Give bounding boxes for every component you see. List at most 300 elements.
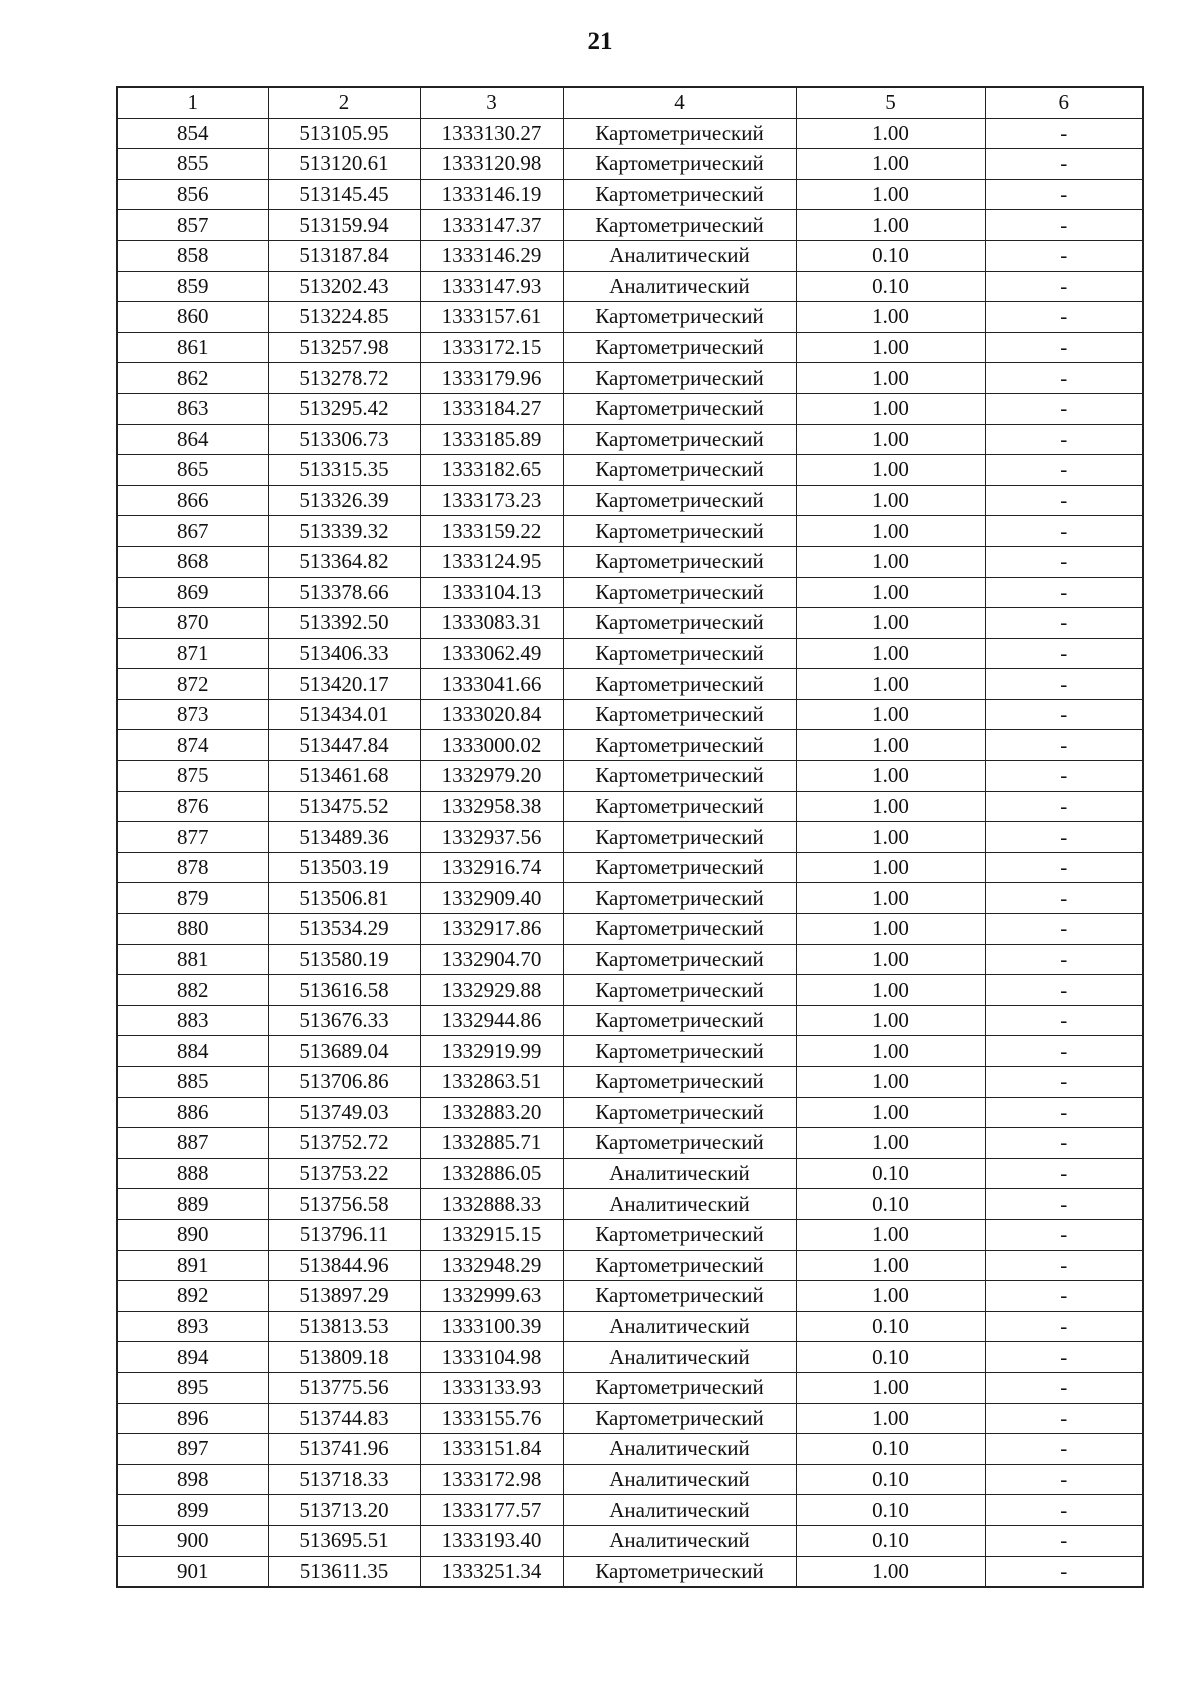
- method-cell: Картометрический: [563, 944, 796, 975]
- point-number-cell: 865: [117, 455, 268, 486]
- table-row: [117, 302, 1143, 333]
- point-number-cell: 882: [117, 975, 268, 1006]
- table-row: [117, 1372, 1143, 1403]
- accuracy-cell: 0.10: [796, 271, 985, 302]
- method-cell: Картометрический: [563, 302, 796, 333]
- method-cell: Картометрический: [563, 1128, 796, 1159]
- note-cell: -: [985, 332, 1143, 363]
- method-cell: Аналитический: [563, 1464, 796, 1495]
- y-coordinate-cell: 1333172.98: [420, 1464, 563, 1495]
- x-coordinate-cell: 513489.36: [268, 822, 420, 853]
- x-coordinate-cell: 513534.29: [268, 914, 420, 945]
- note-cell: -: [985, 699, 1143, 730]
- table-row: [117, 975, 1143, 1006]
- x-coordinate-cell: 513744.83: [268, 1403, 420, 1434]
- accuracy-cell: 1.00: [796, 761, 985, 792]
- table-body: [117, 118, 1143, 1587]
- x-coordinate-cell: 513257.98: [268, 332, 420, 363]
- accuracy-cell: 1.00: [796, 1128, 985, 1159]
- accuracy-cell: 1.00: [796, 791, 985, 822]
- note-cell: -: [985, 1403, 1143, 1434]
- point-number-cell: 863: [117, 393, 268, 424]
- point-number-cell: 869: [117, 577, 268, 608]
- accuracy-cell: 1.00: [796, 485, 985, 516]
- method-cell: Картометрический: [563, 118, 796, 149]
- point-number-cell: 884: [117, 1036, 268, 1067]
- x-coordinate-cell: 513897.29: [268, 1281, 420, 1312]
- note-cell: -: [985, 1495, 1143, 1526]
- x-coordinate-cell: 513447.84: [268, 730, 420, 761]
- y-coordinate-cell: 1332958.38: [420, 791, 563, 822]
- table-row: [117, 118, 1143, 149]
- accuracy-cell: 1.00: [796, 638, 985, 669]
- table-row: [117, 1250, 1143, 1281]
- y-coordinate-cell: 1333130.27: [420, 118, 563, 149]
- x-coordinate-cell: 513796.11: [268, 1219, 420, 1250]
- y-coordinate-cell: 1332883.20: [420, 1097, 563, 1128]
- point-number-cell: 901: [117, 1556, 268, 1587]
- accuracy-cell: 1.00: [796, 1036, 985, 1067]
- y-coordinate-cell: 1333159.22: [420, 516, 563, 547]
- note-cell: -: [985, 424, 1143, 455]
- note-cell: -: [985, 1158, 1143, 1189]
- table-row: [117, 516, 1143, 547]
- accuracy-cell: 1.00: [796, 914, 985, 945]
- header-row: [117, 87, 1143, 118]
- x-coordinate-cell: 513506.81: [268, 883, 420, 914]
- y-coordinate-cell: 1333157.61: [420, 302, 563, 333]
- accuracy-cell: 1.00: [796, 1281, 985, 1312]
- note-cell: -: [985, 1311, 1143, 1342]
- y-coordinate-cell: 1332904.70: [420, 944, 563, 975]
- point-number-cell: 890: [117, 1219, 268, 1250]
- method-cell: Аналитический: [563, 1342, 796, 1373]
- table-row: [117, 638, 1143, 669]
- table-row: [117, 944, 1143, 975]
- accuracy-cell: 1.00: [796, 1219, 985, 1250]
- column-header: 3: [420, 87, 563, 118]
- x-coordinate-cell: 513326.39: [268, 485, 420, 516]
- method-cell: Картометрический: [563, 883, 796, 914]
- accuracy-cell: 0.10: [796, 1464, 985, 1495]
- method-cell: Картометрический: [563, 546, 796, 577]
- accuracy-cell: 1.00: [796, 975, 985, 1006]
- method-cell: Аналитический: [563, 1311, 796, 1342]
- note-cell: -: [985, 149, 1143, 180]
- note-cell: -: [985, 271, 1143, 302]
- accuracy-cell: 1.00: [796, 179, 985, 210]
- x-coordinate-cell: 513695.51: [268, 1525, 420, 1556]
- accuracy-cell: 0.10: [796, 1311, 985, 1342]
- note-cell: -: [985, 118, 1143, 149]
- x-coordinate-cell: 513306.73: [268, 424, 420, 455]
- method-cell: Картометрический: [563, 516, 796, 547]
- point-number-cell: 898: [117, 1464, 268, 1495]
- y-coordinate-cell: 1332909.40: [420, 883, 563, 914]
- note-cell: -: [985, 975, 1143, 1006]
- point-number-cell: 872: [117, 669, 268, 700]
- point-number-cell: 879: [117, 883, 268, 914]
- table-row: [117, 608, 1143, 639]
- note-cell: -: [985, 240, 1143, 271]
- table-row: [117, 883, 1143, 914]
- y-coordinate-cell: 1332888.33: [420, 1189, 563, 1220]
- y-coordinate-cell: 1332885.71: [420, 1128, 563, 1159]
- table-row: [117, 240, 1143, 271]
- column-header: 2: [268, 87, 420, 118]
- y-coordinate-cell: 1333104.13: [420, 577, 563, 608]
- method-cell: Картометрический: [563, 1556, 796, 1587]
- note-cell: -: [985, 944, 1143, 975]
- y-coordinate-cell: 1333083.31: [420, 608, 563, 639]
- y-coordinate-cell: 1333000.02: [420, 730, 563, 761]
- y-coordinate-cell: 1332863.51: [420, 1067, 563, 1098]
- accuracy-cell: 1.00: [796, 730, 985, 761]
- point-number-cell: 873: [117, 699, 268, 730]
- note-cell: -: [985, 1434, 1143, 1465]
- y-coordinate-cell: 1333020.84: [420, 699, 563, 730]
- y-coordinate-cell: 1333172.15: [420, 332, 563, 363]
- point-number-cell: 887: [117, 1128, 268, 1159]
- y-coordinate-cell: 1333251.34: [420, 1556, 563, 1587]
- note-cell: -: [985, 852, 1143, 883]
- method-cell: Картометрический: [563, 1219, 796, 1250]
- point-number-cell: 856: [117, 179, 268, 210]
- note-cell: -: [985, 577, 1143, 608]
- table-row: [117, 1403, 1143, 1434]
- method-cell: Аналитический: [563, 1525, 796, 1556]
- table-row: [117, 761, 1143, 792]
- point-number-cell: 894: [117, 1342, 268, 1373]
- y-coordinate-cell: 1333193.40: [420, 1525, 563, 1556]
- x-coordinate-cell: 513315.35: [268, 455, 420, 486]
- accuracy-cell: 1.00: [796, 1250, 985, 1281]
- accuracy-cell: 1.00: [796, 393, 985, 424]
- x-coordinate-cell: 513295.42: [268, 393, 420, 424]
- method-cell: Аналитический: [563, 1495, 796, 1526]
- point-number-cell: 854: [117, 118, 268, 149]
- x-coordinate-cell: 513339.32: [268, 516, 420, 547]
- accuracy-cell: 1.00: [796, 363, 985, 394]
- accuracy-cell: 1.00: [796, 1372, 985, 1403]
- point-number-cell: 876: [117, 791, 268, 822]
- point-number-cell: 880: [117, 914, 268, 945]
- x-coordinate-cell: 513844.96: [268, 1250, 420, 1281]
- point-number-cell: 875: [117, 761, 268, 792]
- x-coordinate-cell: 513756.58: [268, 1189, 420, 1220]
- accuracy-cell: 1.00: [796, 608, 985, 639]
- method-cell: Картометрический: [563, 1250, 796, 1281]
- accuracy-cell: 1.00: [796, 1067, 985, 1098]
- point-number-cell: 899: [117, 1495, 268, 1526]
- x-coordinate-cell: 513713.20: [268, 1495, 420, 1526]
- point-number-cell: 895: [117, 1372, 268, 1403]
- y-coordinate-cell: 1333155.76: [420, 1403, 563, 1434]
- accuracy-cell: 1.00: [796, 577, 985, 608]
- column-header: 6: [985, 87, 1143, 118]
- x-coordinate-cell: 513580.19: [268, 944, 420, 975]
- note-cell: -: [985, 455, 1143, 486]
- x-coordinate-cell: 513145.45: [268, 179, 420, 210]
- accuracy-cell: 0.10: [796, 1189, 985, 1220]
- x-coordinate-cell: 513753.22: [268, 1158, 420, 1189]
- x-coordinate-cell: 513434.01: [268, 699, 420, 730]
- note-cell: -: [985, 1067, 1143, 1098]
- note-cell: -: [985, 914, 1143, 945]
- x-coordinate-cell: 513406.33: [268, 638, 420, 669]
- column-header: 5: [796, 87, 985, 118]
- table-row: [117, 1097, 1143, 1128]
- accuracy-cell: 0.10: [796, 1158, 985, 1189]
- x-coordinate-cell: 513364.82: [268, 546, 420, 577]
- note-cell: -: [985, 1189, 1143, 1220]
- point-number-cell: 874: [117, 730, 268, 761]
- x-coordinate-cell: 513611.35: [268, 1556, 420, 1587]
- note-cell: -: [985, 485, 1143, 516]
- accuracy-cell: 1.00: [796, 149, 985, 180]
- method-cell: Картометрический: [563, 424, 796, 455]
- y-coordinate-cell: 1333177.57: [420, 1495, 563, 1526]
- note-cell: -: [985, 1219, 1143, 1250]
- table-row: [117, 1311, 1143, 1342]
- point-number-cell: 885: [117, 1067, 268, 1098]
- column-header: 4: [563, 87, 796, 118]
- y-coordinate-cell: 1333185.89: [420, 424, 563, 455]
- accuracy-cell: 0.10: [796, 1342, 985, 1373]
- x-coordinate-cell: 513718.33: [268, 1464, 420, 1495]
- accuracy-cell: 1.00: [796, 1097, 985, 1128]
- method-cell: Картометрический: [563, 577, 796, 608]
- point-number-cell: 878: [117, 852, 268, 883]
- table-row: [117, 1128, 1143, 1159]
- method-cell: Картометрический: [563, 485, 796, 516]
- accuracy-cell: 0.10: [796, 240, 985, 271]
- point-number-cell: 867: [117, 516, 268, 547]
- point-number-cell: 877: [117, 822, 268, 853]
- point-number-cell: 883: [117, 1005, 268, 1036]
- note-cell: -: [985, 761, 1143, 792]
- method-cell: Картометрический: [563, 730, 796, 761]
- point-number-cell: 881: [117, 944, 268, 975]
- point-number-cell: 871: [117, 638, 268, 669]
- method-cell: Картометрический: [563, 1403, 796, 1434]
- x-coordinate-cell: 513809.18: [268, 1342, 420, 1373]
- y-coordinate-cell: 1333182.65: [420, 455, 563, 486]
- y-coordinate-cell: 1333062.49: [420, 638, 563, 669]
- point-number-cell: 896: [117, 1403, 268, 1434]
- accuracy-cell: 1.00: [796, 118, 985, 149]
- accuracy-cell: 1.00: [796, 669, 985, 700]
- y-coordinate-cell: 1333146.19: [420, 179, 563, 210]
- table-row: [117, 1495, 1143, 1526]
- note-cell: -: [985, 1097, 1143, 1128]
- table-row: [117, 1556, 1143, 1587]
- table-row: [117, 149, 1143, 180]
- y-coordinate-cell: 1333184.27: [420, 393, 563, 424]
- y-coordinate-cell: 1333147.93: [420, 271, 563, 302]
- method-cell: Картометрический: [563, 914, 796, 945]
- accuracy-cell: 1.00: [796, 424, 985, 455]
- method-cell: Картометрический: [563, 638, 796, 669]
- table-row: [117, 1434, 1143, 1465]
- point-number-cell: 870: [117, 608, 268, 639]
- x-coordinate-cell: 513187.84: [268, 240, 420, 271]
- method-cell: Картометрический: [563, 149, 796, 180]
- x-coordinate-cell: 513749.03: [268, 1097, 420, 1128]
- note-cell: -: [985, 730, 1143, 761]
- note-cell: -: [985, 1525, 1143, 1556]
- accuracy-cell: 1.00: [796, 455, 985, 486]
- y-coordinate-cell: 1333124.95: [420, 546, 563, 577]
- note-cell: -: [985, 1464, 1143, 1495]
- method-cell: Картометрический: [563, 179, 796, 210]
- table-row: [117, 577, 1143, 608]
- point-number-cell: 855: [117, 149, 268, 180]
- note-cell: -: [985, 302, 1143, 333]
- method-cell: Картометрический: [563, 761, 796, 792]
- accuracy-cell: 1.00: [796, 1556, 985, 1587]
- table-row: [117, 852, 1143, 883]
- method-cell: Картометрический: [563, 455, 796, 486]
- x-coordinate-cell: 513120.61: [268, 149, 420, 180]
- x-coordinate-cell: 513420.17: [268, 669, 420, 700]
- accuracy-cell: 1.00: [796, 546, 985, 577]
- method-cell: Аналитический: [563, 271, 796, 302]
- point-number-cell: 866: [117, 485, 268, 516]
- note-cell: -: [985, 210, 1143, 241]
- accuracy-cell: 1.00: [796, 516, 985, 547]
- table-row: [117, 1342, 1143, 1373]
- method-cell: Картометрический: [563, 608, 796, 639]
- note-cell: -: [985, 393, 1143, 424]
- y-coordinate-cell: 1332937.56: [420, 822, 563, 853]
- accuracy-cell: 1.00: [796, 302, 985, 333]
- table-row: [117, 1067, 1143, 1098]
- point-number-cell: 857: [117, 210, 268, 241]
- x-coordinate-cell: 513475.52: [268, 791, 420, 822]
- note-cell: -: [985, 1128, 1143, 1159]
- table-row: [117, 730, 1143, 761]
- x-coordinate-cell: 513105.95: [268, 118, 420, 149]
- accuracy-cell: 1.00: [796, 332, 985, 363]
- note-cell: -: [985, 791, 1143, 822]
- x-coordinate-cell: 513676.33: [268, 1005, 420, 1036]
- table-row: [117, 669, 1143, 700]
- x-coordinate-cell: 513224.85: [268, 302, 420, 333]
- note-cell: -: [985, 1036, 1143, 1067]
- accuracy-cell: 1.00: [796, 944, 985, 975]
- y-coordinate-cell: 1333173.23: [420, 485, 563, 516]
- table-row: [117, 1189, 1143, 1220]
- method-cell: Аналитический: [563, 240, 796, 271]
- point-number-cell: 888: [117, 1158, 268, 1189]
- y-coordinate-cell: 1332915.15: [420, 1219, 563, 1250]
- method-cell: Аналитический: [563, 1189, 796, 1220]
- method-cell: Картометрический: [563, 699, 796, 730]
- y-coordinate-cell: 1333146.29: [420, 240, 563, 271]
- y-coordinate-cell: 1332948.29: [420, 1250, 563, 1281]
- x-coordinate-cell: 513775.56: [268, 1372, 420, 1403]
- method-cell: Картометрический: [563, 393, 796, 424]
- y-coordinate-cell: 1332999.63: [420, 1281, 563, 1312]
- table-row: [117, 1036, 1143, 1067]
- method-cell: Аналитический: [563, 1158, 796, 1189]
- y-coordinate-cell: 1332917.86: [420, 914, 563, 945]
- y-coordinate-cell: 1333120.98: [420, 149, 563, 180]
- method-cell: Картометрический: [563, 1372, 796, 1403]
- point-number-cell: 861: [117, 332, 268, 363]
- accuracy-cell: 1.00: [796, 883, 985, 914]
- note-cell: -: [985, 1556, 1143, 1587]
- point-number-cell: 859: [117, 271, 268, 302]
- page-number: 21: [587, 28, 613, 55]
- y-coordinate-cell: 1332979.20: [420, 761, 563, 792]
- note-cell: -: [985, 669, 1143, 700]
- y-coordinate-cell: 1333151.84: [420, 1434, 563, 1465]
- table-row: [117, 546, 1143, 577]
- x-coordinate-cell: 513392.50: [268, 608, 420, 639]
- note-cell: -: [985, 516, 1143, 547]
- point-number-cell: 892: [117, 1281, 268, 1312]
- accuracy-cell: 1.00: [796, 1403, 985, 1434]
- method-cell: Картометрический: [563, 332, 796, 363]
- accuracy-cell: 0.10: [796, 1525, 985, 1556]
- note-cell: -: [985, 822, 1143, 853]
- method-cell: Картометрический: [563, 975, 796, 1006]
- note-cell: -: [985, 883, 1143, 914]
- method-cell: Картометрический: [563, 1097, 796, 1128]
- x-coordinate-cell: 513741.96: [268, 1434, 420, 1465]
- point-number-cell: 889: [117, 1189, 268, 1220]
- note-cell: -: [985, 1281, 1143, 1312]
- x-coordinate-cell: 513813.53: [268, 1311, 420, 1342]
- y-coordinate-cell: 1333100.39: [420, 1311, 563, 1342]
- point-number-cell: 868: [117, 546, 268, 577]
- table-row: [117, 332, 1143, 363]
- note-cell: -: [985, 1342, 1143, 1373]
- table-row: [117, 485, 1143, 516]
- point-number-cell: 897: [117, 1434, 268, 1465]
- accuracy-cell: 1.00: [796, 1005, 985, 1036]
- x-coordinate-cell: 513689.04: [268, 1036, 420, 1067]
- note-cell: -: [985, 546, 1143, 577]
- y-coordinate-cell: 1333133.93: [420, 1372, 563, 1403]
- note-cell: -: [985, 608, 1143, 639]
- table-row: [117, 271, 1143, 302]
- table-row: [117, 1464, 1143, 1495]
- method-cell: Картометрический: [563, 210, 796, 241]
- method-cell: Картометрический: [563, 852, 796, 883]
- x-coordinate-cell: 513616.58: [268, 975, 420, 1006]
- table-row: [117, 822, 1143, 853]
- method-cell: Картометрический: [563, 822, 796, 853]
- table-row: [117, 1525, 1143, 1556]
- table-row: [117, 455, 1143, 486]
- x-coordinate-cell: 513706.86: [268, 1067, 420, 1098]
- column-header: 1: [117, 87, 268, 118]
- y-coordinate-cell: 1332944.86: [420, 1005, 563, 1036]
- method-cell: Картометрический: [563, 791, 796, 822]
- point-number-cell: 860: [117, 302, 268, 333]
- table-row: [117, 393, 1143, 424]
- table-row: [117, 699, 1143, 730]
- point-number-cell: 886: [117, 1097, 268, 1128]
- x-coordinate-cell: 513378.66: [268, 577, 420, 608]
- method-cell: Картометрический: [563, 1281, 796, 1312]
- point-number-cell: 891: [117, 1250, 268, 1281]
- point-number-cell: 900: [117, 1525, 268, 1556]
- table-row: [117, 1158, 1143, 1189]
